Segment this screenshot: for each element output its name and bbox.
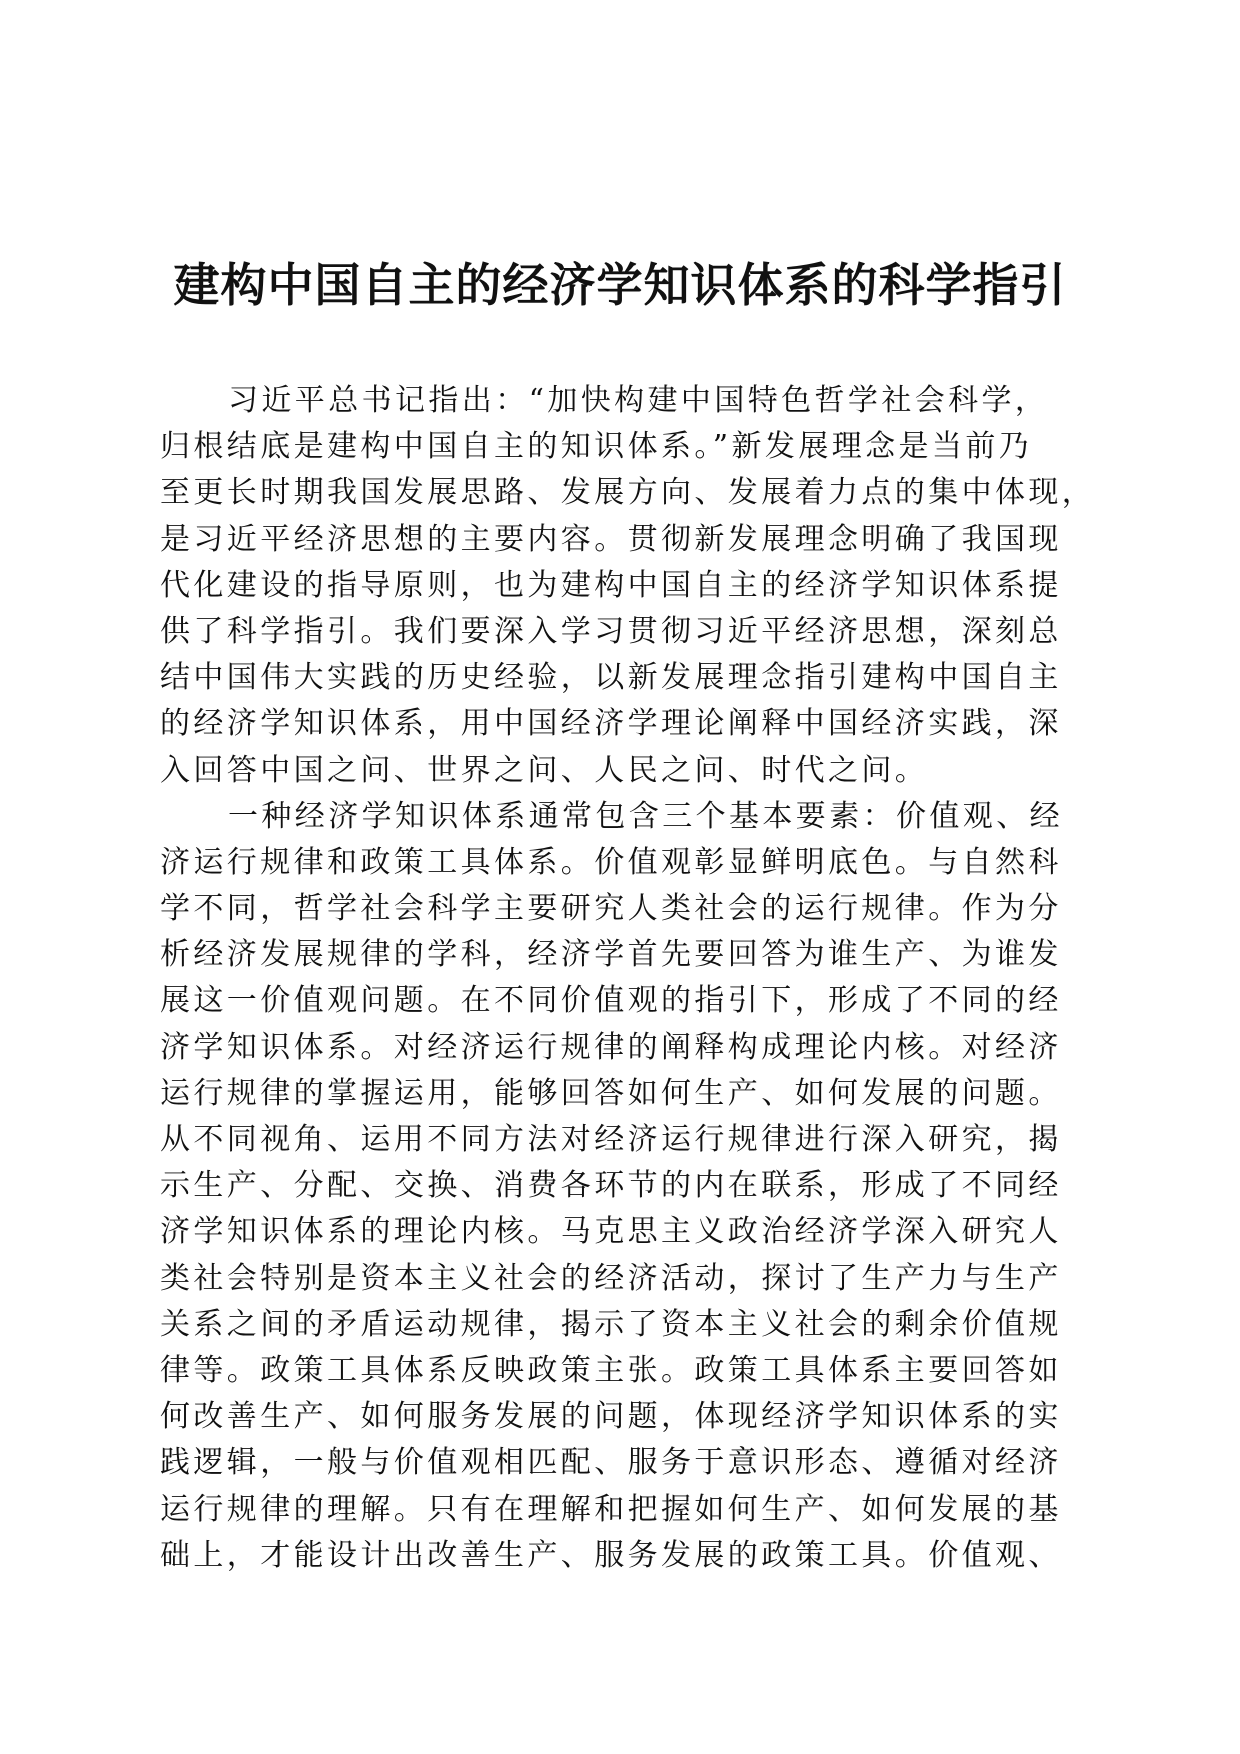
paragraph-line: 代化建设的指导原则，也为建构中国自主的经济学知识体系提 (160, 567, 1062, 603)
paragraph-line: 是习近平经济思想的主要内容。贯彻新发展理念明确了我国现 (160, 521, 1062, 557)
paragraph-line: 示生产、分配、交换、消费各环节的内在联系，形成了不同经 (160, 1168, 1062, 1204)
document-title: 建构中国自主的经济学知识体系的科学指引 (173, 258, 1067, 312)
paragraph-line: 供了科学指引。我们要深入学习贯彻习近平经济思想，深刻总 (160, 613, 1062, 649)
paragraph-line: 一种经济学知识体系通常包含三个基本要素：价值观、经 (228, 798, 1063, 834)
paragraph-1 (160, 378, 1096, 794)
paragraph-line: 济学知识体系。对经济运行规律的阐释构成理论内核。对经济 (160, 1029, 1062, 1065)
paragraph-line: 从不同视角、运用不同方法对经济运行规律进行深入研究，揭 (160, 1122, 1062, 1157)
paragraph-line: 归根结底是建构中国自主的知识体系。”新发展理念是当前乃 (160, 429, 1033, 465)
document-body (160, 378, 1096, 1579)
paragraph-line: 济运行规律和政策工具体系。价值观彰显鲜明底色。与自然科 (160, 844, 1062, 880)
paragraph-line: 入回答中国之问、世界之问、人民之问、时代之问。 (160, 752, 929, 788)
paragraph-2 (160, 794, 1080, 1579)
paragraph-line: 济学知识体系的理论内核。马克思主义政治经济学深入研究人 (160, 1214, 1062, 1250)
paragraph-line: 析经济发展规律的学科，经济学首先要回答为谁生产、为谁发 (160, 937, 1062, 973)
paragraph-line: 关系之间的矛盾运动规律，揭示了资本主义社会的剩余价值规 (160, 1306, 1062, 1342)
paragraph-line: 践逻辑，一般与价值观相匹配、服务于意识形态、遵循对经济 (160, 1445, 1062, 1481)
paragraph-line: 类社会特别是资本主义社会的经济活动，探讨了生产力与生产 (160, 1260, 1062, 1296)
paragraph-line: 律等。政策工具体系反映政策主张。政策工具体系主要回答如 (160, 1352, 1062, 1388)
paragraph-line: 的经济学知识体系，用中国经济学理论阐释中国经济实践，深 (160, 706, 1062, 742)
paragraph-line: 至更长时期我国发展思路、发展方向、发展着力点的集中体现， (160, 475, 1096, 511)
paragraph-line: 运行规律的理解。只有在理解和把握如何生产、如何发展的基 (160, 1491, 1062, 1527)
paragraph-line: 运行规律的掌握运用，能够回答如何生产、如何发展的问题。 (160, 1075, 1062, 1111)
paragraph-line: 展这一价值观问题。在不同价值观的指引下，形成了不同的经 (160, 983, 1062, 1019)
paragraph-line: 础上，才能设计出改善生产、服务发展的政策工具。价值观、 (160, 1537, 1062, 1573)
paragraph-line: 何改善生产、如何服务发展的问题，体现经济学知识体系的实 (160, 1399, 1062, 1435)
paragraph-line: 习近平总书记指出：“加快构建中国特色哲学社会科学， (228, 383, 1049, 418)
paragraph-line: 学不同，哲学社会科学主要研究人类社会的运行规律。作为分 (160, 891, 1062, 927)
paragraph-line: 结中国伟大实践的历史经验，以新发展理念指引建构中国自主 (160, 660, 1062, 696)
